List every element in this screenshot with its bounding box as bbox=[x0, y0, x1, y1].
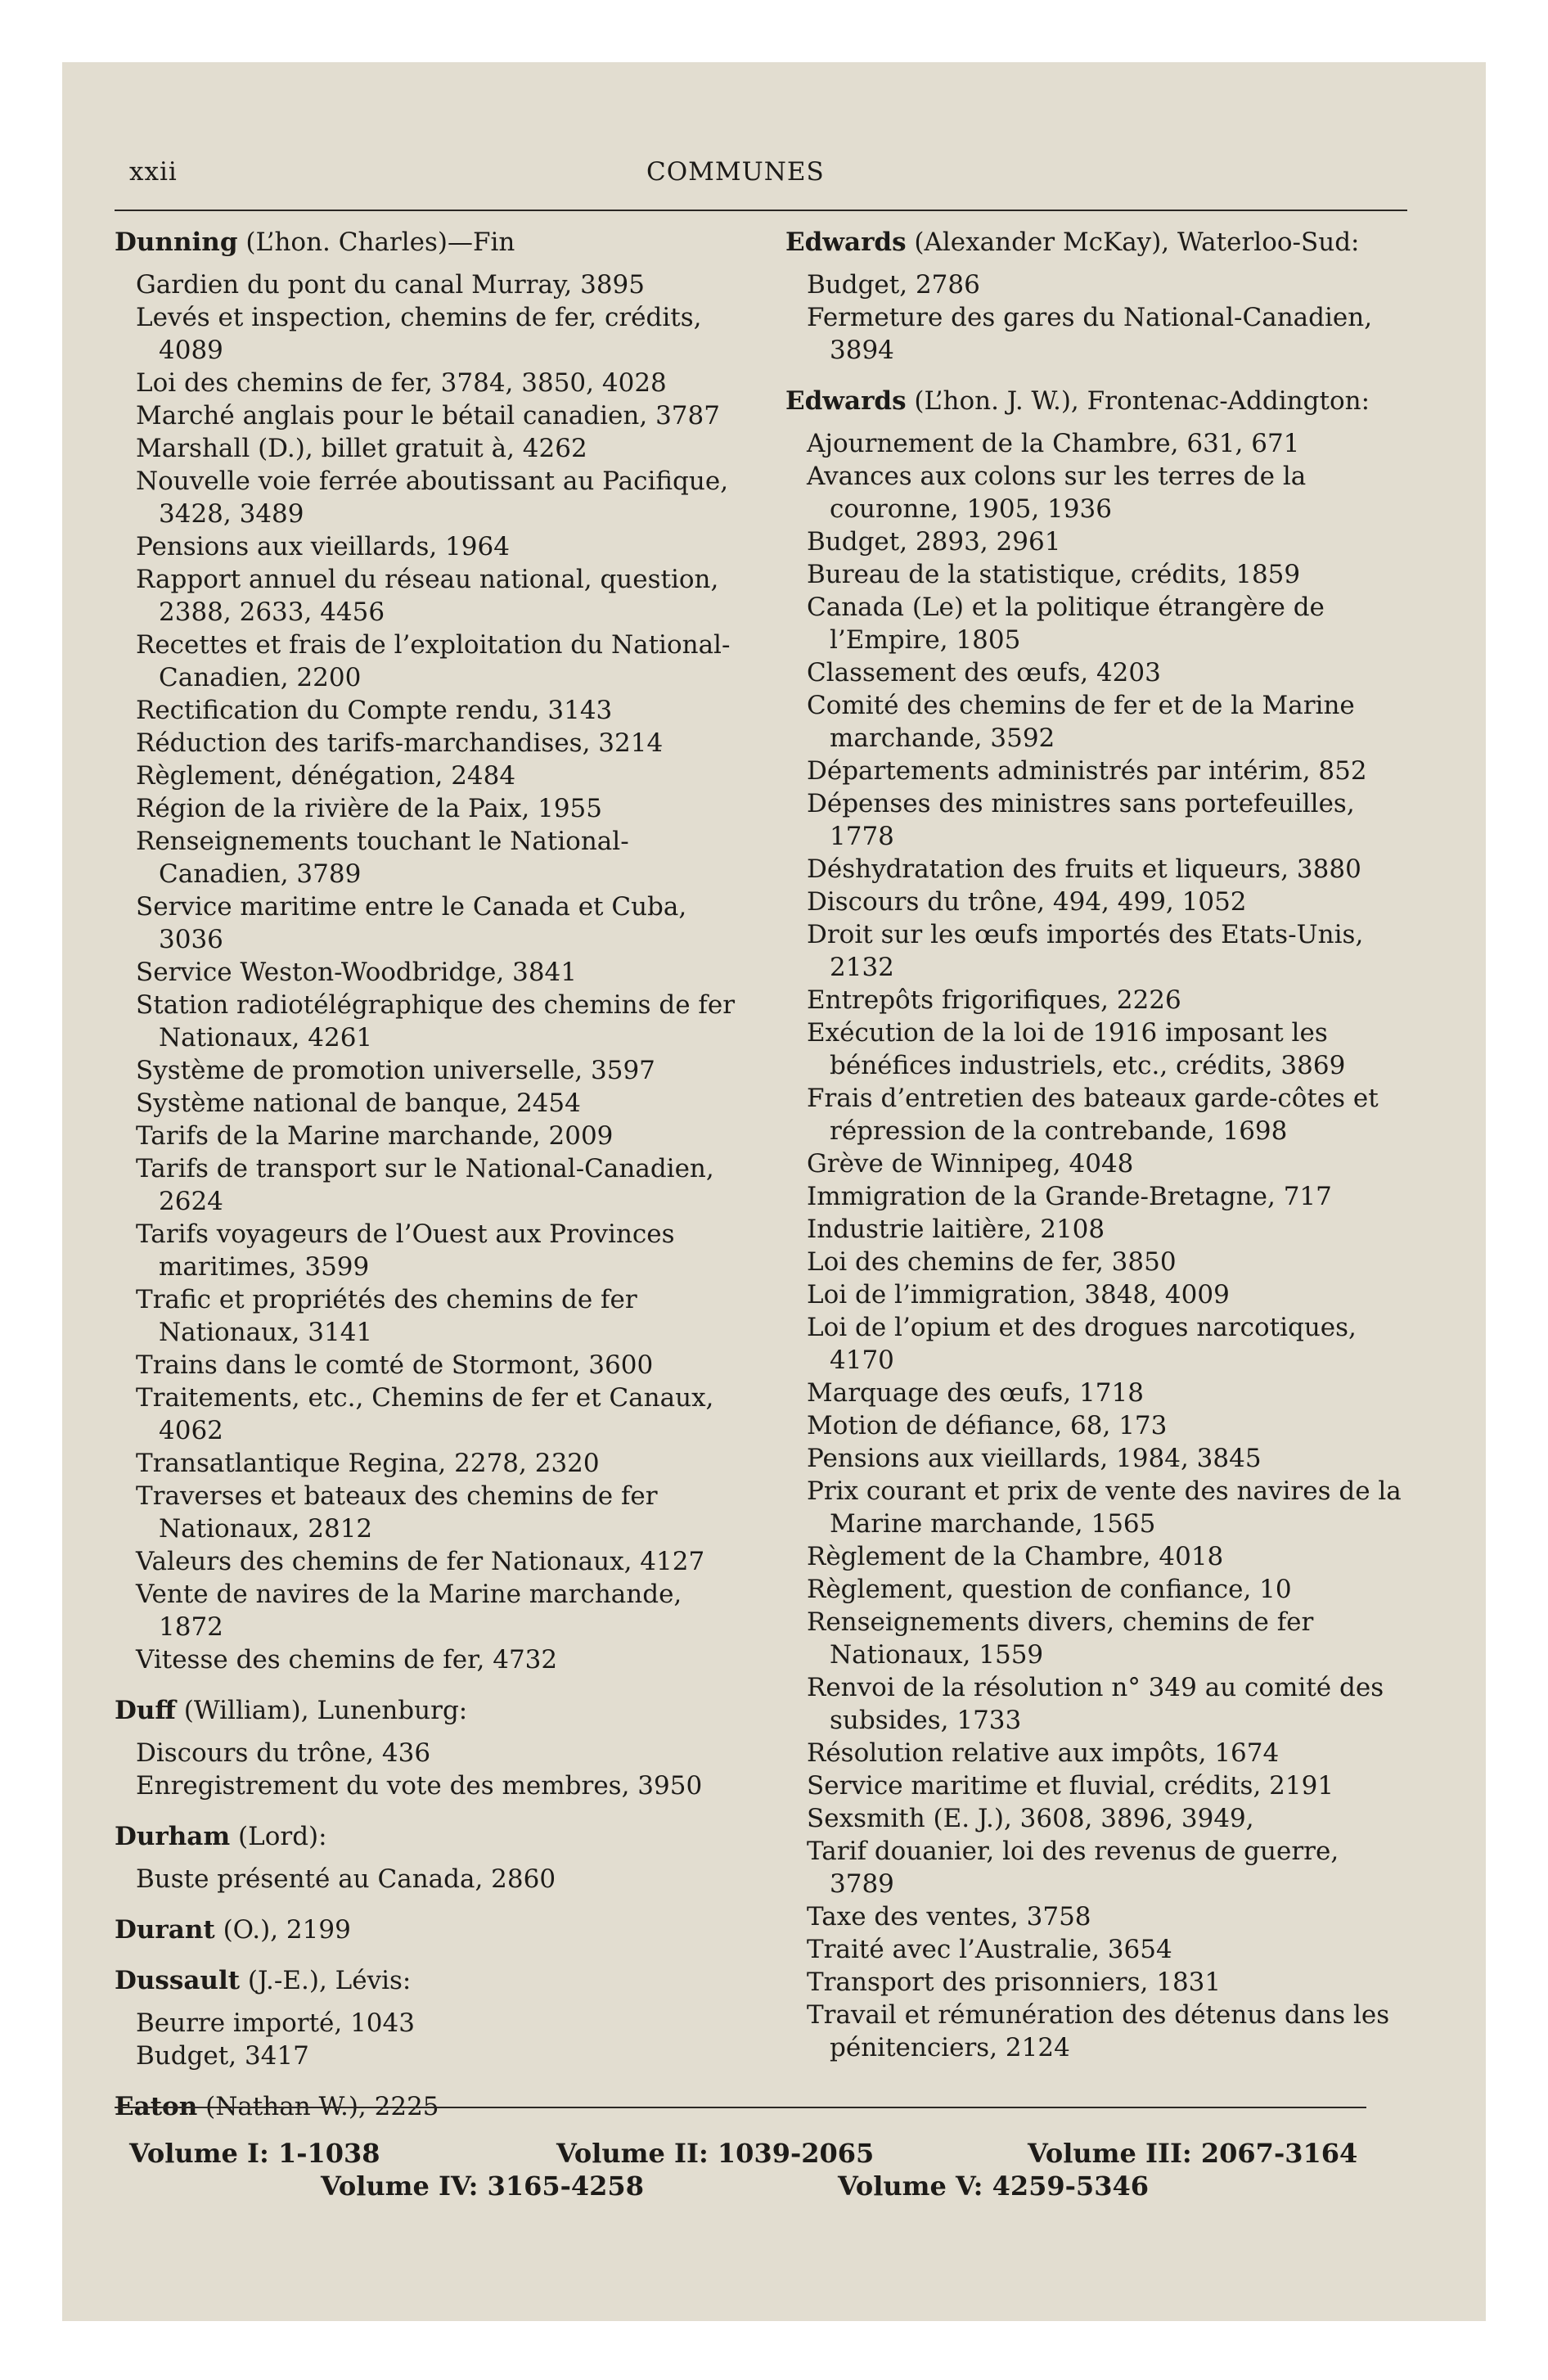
index-subentry: Marshall (D.), billet gratuit à, 4262 bbox=[136, 434, 587, 463]
index-subentry: Transatlantique Regina, 2278, 2320 bbox=[136, 1449, 600, 1478]
index-subentry: Tarifs voyageurs de l’Ouest aux Provinces maritimes, 3599 bbox=[136, 1219, 675, 1282]
index-subentry: Grève de Winnipeg, 4048 bbox=[807, 1149, 1134, 1179]
entry-heading bbox=[785, 385, 1407, 417]
entry-heading bbox=[115, 1694, 736, 1727]
index-subentry: Entrepôts frigorifiques, 2226 bbox=[807, 985, 1181, 1015]
entry-heading bbox=[785, 226, 1407, 259]
index-subentry: Droit sur les œufs importés des Etats-Unis, 2132 bbox=[807, 920, 1364, 982]
entry-heading bbox=[115, 1820, 736, 1853]
index-subentry: Budget, 2786 bbox=[807, 270, 980, 300]
index-subentry: Recettes et frais de l’exploitation du National-Canadien, 2200 bbox=[136, 630, 731, 692]
index-subentry: Résolution relative aux impôts, 1674 bbox=[807, 1738, 1280, 1768]
volume-range-3: Volume III: 2067-3164 bbox=[1028, 2138, 1358, 2169]
entry-details: (William), Lunenburg: bbox=[183, 1696, 468, 1725]
index-subentry: Station radiotélégraphique des chemins de fer Nationaux, 4261 bbox=[136, 990, 736, 1053]
index-subentry: Trafic et propriétés des chemins de fer Nationaux, 3141 bbox=[136, 1285, 637, 1347]
index-subentry: Renseignements touchant le National-Canadien, 3789 bbox=[136, 827, 629, 889]
index-subentry: Bureau de la statistique, crédits, 1859 bbox=[807, 560, 1301, 589]
entry-name: Duff bbox=[115, 1696, 176, 1725]
index-subentry: Renvoi de la résolution n° 349 au comité des subsides, 1733 bbox=[807, 1673, 1384, 1735]
index-entry bbox=[785, 385, 1407, 2064]
index-subentry: Service maritime et fluvial, crédits, 2191 bbox=[807, 1771, 1334, 1801]
index-subentry: Renseignements divers, chemins de fer Nationaux, 1559 bbox=[807, 1607, 1314, 1670]
index-subentry: Discours du trône, 494, 499, 1052 bbox=[807, 887, 1247, 917]
index-subentry: Système de promotion universelle, 3597 bbox=[136, 1056, 655, 1085]
index-subentry: Trains dans le comté de Stormont, 3600 bbox=[136, 1350, 654, 1380]
page-title: COMMUNES bbox=[646, 157, 825, 187]
index-subentry: Discours du trône, 436 bbox=[136, 1738, 431, 1768]
index-subentry: Industrie laitière, 2108 bbox=[807, 1215, 1105, 1244]
index-subentry: Règlement, question de confiance, 10 bbox=[807, 1575, 1292, 1604]
index-subentry: Région de la rivière de la Paix, 1955 bbox=[136, 794, 602, 823]
entry-heading bbox=[115, 226, 736, 259]
index-subentry: Frais d’entretien des bateaux garde-côtes et répression de la contrebande, 1698 bbox=[807, 1084, 1379, 1146]
index-subentry: Réduction des tarifs-marchandises, 3214 bbox=[136, 728, 664, 758]
index-subentry: Marché anglais pour le bétail canadien, 3787 bbox=[136, 401, 720, 430]
index-subentry: Motion de défiance, 68, 173 bbox=[807, 1411, 1168, 1440]
index-subentry: Avances aux colons sur les terres de la couronne, 1905, 1936 bbox=[807, 462, 1307, 524]
index-entry bbox=[785, 226, 1407, 367]
index-subentry: Service Weston-Woodbridge, 3841 bbox=[136, 958, 577, 987]
index-entry bbox=[115, 1913, 736, 1946]
index-subentry: Transport des prisonniers, 1831 bbox=[807, 1968, 1222, 1997]
entry-details: (Lord): bbox=[238, 1822, 327, 1851]
index-column-right bbox=[785, 226, 1407, 2082]
index-subentry: Vente de navires de la Marine marchande, 1872 bbox=[136, 1580, 682, 1642]
index-subentry: Tarif douanier, loi des revenus de guerre, 3789 bbox=[807, 1837, 1339, 1899]
index-subentry: Fermeture des gares du National-Canadien, 3894 bbox=[807, 303, 1373, 365]
index-subentry: Dépenses des ministres sans portefeuilles, 1778 bbox=[807, 789, 1355, 851]
entry-name: Durant bbox=[115, 1915, 215, 1945]
volume-range-2: Volume II: 1039-2065 bbox=[556, 2138, 875, 2169]
index-subentry: Vitesse des chemins de fer, 4732 bbox=[136, 1645, 558, 1675]
index-subentry: Exécution de la loi de 1916 imposant les bénéfices industriels, etc., crédits, 3869 bbox=[807, 1018, 1346, 1080]
index-subentry: Travail et rémunération des détenus dans les pénitenciers, 2124 bbox=[807, 2000, 1390, 2062]
index-subentry: Loi de l’immigration, 3848, 4009 bbox=[807, 1280, 1230, 1309]
index-subentry: Taxe des ventes, 3758 bbox=[807, 1902, 1091, 1931]
entry-heading bbox=[115, 1913, 736, 1946]
index-subentry: Traitements, etc., Chemins de fer et Canaux, 4062 bbox=[136, 1383, 714, 1445]
index-subentry: Règlement de la Chambre, 4018 bbox=[807, 1542, 1224, 1571]
entry-name: Dussault bbox=[115, 1966, 241, 1995]
index-subentry: Tarifs de la Marine marchande, 2009 bbox=[136, 1121, 614, 1151]
index-subentry: Immigration de la Grande-Bretagne, 717 bbox=[807, 1182, 1332, 1211]
entry-heading bbox=[115, 1964, 736, 1997]
index-subentry: Levés et inspection, chemins de fer, crédits, 4089 bbox=[136, 303, 702, 365]
index-subentry: Traverses et bateaux des chemins de fer Nationaux, 2812 bbox=[136, 1481, 658, 1544]
index-subentry: Gardien du pont du canal Murray, 3895 bbox=[136, 270, 645, 300]
index-subentry: Service maritime entre le Canada et Cuba, 3036 bbox=[136, 892, 687, 954]
index-entry bbox=[115, 1964, 736, 2072]
index-subentry: Prix courant et prix de vente des navires de la Marine marchande, 1565 bbox=[807, 1476, 1402, 1539]
index-subentry: Ajournement de la Chambre, 631, 671 bbox=[807, 429, 1300, 458]
index-subentry: Budget, 2893, 2961 bbox=[807, 527, 1061, 557]
index-subentry: Loi des chemins de fer, 3784, 3850, 4028 bbox=[136, 368, 667, 398]
entry-details: (O.), 2199 bbox=[223, 1915, 351, 1945]
entry-details: (J.-E.), Lévis: bbox=[247, 1966, 412, 1995]
index-subentry: Tarifs de transport sur le National-Canadien, 2624 bbox=[136, 1154, 714, 1216]
index-subentry: Marquage des œufs, 1718 bbox=[807, 1378, 1144, 1408]
entry-details: (Alexander McKay), Waterloo-Sud: bbox=[914, 228, 1360, 257]
index-subentry: Buste présenté au Canada, 2860 bbox=[136, 1864, 556, 1894]
index-subentry: Loi de l’opium et des drogues narcotiques, 4170 bbox=[807, 1313, 1357, 1375]
entry-name: Edwards bbox=[785, 386, 907, 416]
index-subentry: Système national de banque, 2454 bbox=[136, 1089, 581, 1118]
page-number: xxii bbox=[129, 157, 178, 187]
index-subentry: Classement des œufs, 4203 bbox=[807, 658, 1161, 687]
volume-range-4: Volume IV: 3165-4258 bbox=[321, 2170, 644, 2202]
entry-details: (Nathan W.), 2225 bbox=[205, 2092, 439, 2121]
index-subentry: Pensions aux vieillards, 1984, 3845 bbox=[807, 1444, 1262, 1473]
entry-name: Dunning bbox=[115, 228, 238, 257]
index-subentry: Comité des chemins de fer et de la Marine marchande, 3592 bbox=[807, 691, 1355, 753]
header-rule bbox=[115, 210, 1407, 211]
index-subentry: Valeurs des chemins de fer Nationaux, 4127 bbox=[136, 1547, 705, 1576]
index-subentry: Nouvelle voie ferrée aboutissant au Pacifique, 3428, 3489 bbox=[136, 467, 729, 529]
index-subentry: Loi des chemins de fer, 3850 bbox=[807, 1247, 1177, 1277]
index-subentry: Enregistrement du vote des membres, 3950 bbox=[136, 1771, 703, 1801]
entry-details: (L’hon. J. W.), Frontenac-Addington: bbox=[914, 386, 1370, 416]
index-column-left bbox=[115, 226, 736, 2141]
index-subentry: Canada (Le) et la politique étrangère de l’Empire, 1805 bbox=[807, 593, 1325, 655]
index-subentry: Budget, 3417 bbox=[136, 2041, 309, 2071]
index-entry bbox=[115, 1820, 736, 1895]
volume-range-5: Volume V: 4259-5346 bbox=[838, 2170, 1149, 2202]
index-entry bbox=[115, 1694, 736, 1802]
entry-name: Eaton bbox=[115, 2092, 198, 2121]
index-subentry: Déshydratation des fruits et liqueurs, 3880 bbox=[807, 854, 1361, 884]
entry-name: Edwards bbox=[785, 228, 907, 257]
index-subentry: Beurre importé, 1043 bbox=[136, 2008, 415, 2038]
index-subentry: Rectification du Compte rendu, 3143 bbox=[136, 696, 613, 725]
entry-details: (L’hon. Charles)—Fin bbox=[245, 228, 515, 257]
index-subentry: Rapport annuel du réseau national, question, 2388, 2633, 4456 bbox=[136, 565, 719, 627]
volume-range-1: Volume I: 1-1038 bbox=[129, 2138, 380, 2169]
index-subentry: Sexsmith (E. J.), 3608, 3896, 3949, bbox=[807, 1804, 1254, 1833]
index-entry bbox=[115, 226, 736, 1676]
entry-name: Durham bbox=[115, 1822, 231, 1851]
index-subentry: Départements administrés par intérim, 852 bbox=[807, 756, 1367, 786]
index-subentry: Règlement, dénégation, 2484 bbox=[136, 761, 516, 791]
index-subentry: Traité avec l’Australie, 3654 bbox=[807, 1935, 1172, 1964]
footer-rule bbox=[115, 2107, 1366, 2108]
index-subentry: Pensions aux vieillards, 1964 bbox=[136, 532, 510, 561]
